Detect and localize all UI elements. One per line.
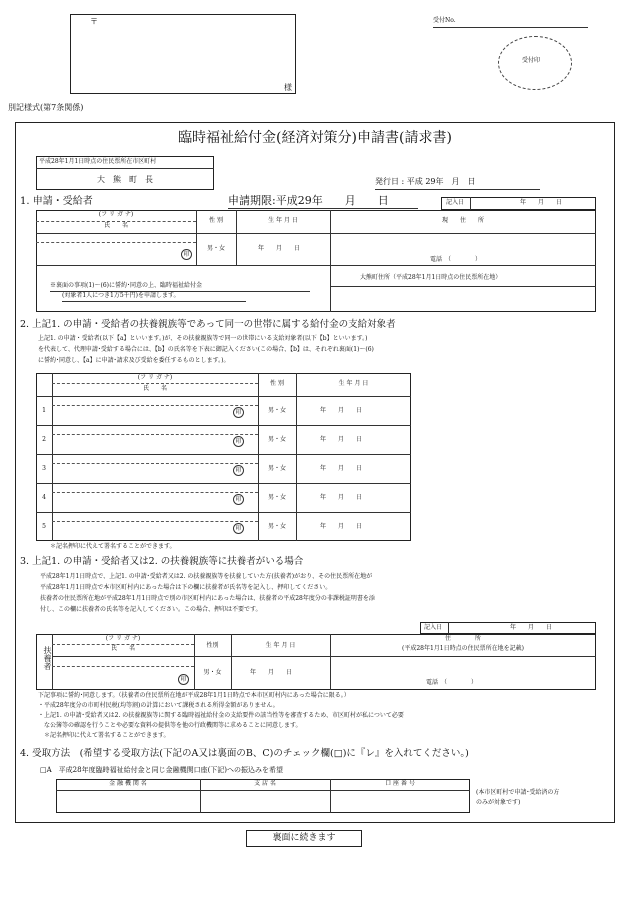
section3-heading: 3. 上記1. の申請・受給者又は2. の扶養親族等に扶養者がいる場合 (20, 556, 304, 567)
reception-stamp-label: 受付印 (522, 57, 541, 64)
sama-label: 様 (284, 83, 292, 92)
s1-phone: 電話 （ ） (430, 256, 482, 263)
section4-note2: のみが対象です) (476, 799, 521, 806)
postal-mark: 〒 (90, 17, 98, 26)
s2-row-line (36, 454, 411, 455)
s2-row-seal-icon: 印 (233, 407, 244, 418)
form-title: 臨時福祉給付金(経済対策分)申請書(請求書) (178, 130, 452, 146)
s2-row-dash (52, 521, 258, 522)
s2-row-birth: 年 月 日 (320, 465, 363, 472)
s1-okuma-caption: 大熊町住所（平成28年1月1日時点の住民票所在地） (360, 274, 502, 281)
s2-row-birth: 年 月 日 (320, 436, 363, 443)
s1-notice-underline2 (62, 301, 246, 302)
address-box (70, 14, 296, 94)
s2-row-dash (52, 405, 258, 406)
section3-entry-date-sep (448, 622, 449, 634)
s2-row-no: 2 (42, 436, 46, 443)
reception-no-line (433, 27, 588, 28)
s2-row-sex: 男・女 (267, 465, 286, 472)
s3-consent1: 下記事項に誓約･同意します。（扶養者の住民票所在地が平成28年1月1日時点で本市区町村内にあった場合に限る。） (38, 692, 350, 699)
section3-entry-date-label: 記入日 (424, 624, 443, 631)
s2-row-sex: 男・女 (267, 523, 286, 530)
s3-birth-value: 年 月 日 (250, 669, 293, 676)
s1-notice-line2: (対象者1人につき1万5千円)を申請します。 (62, 292, 180, 299)
s1-address-label: 現 住 所 (441, 217, 484, 224)
s1-sex-label: 性 別 (209, 217, 223, 224)
section4-heading: 4. 受取方法 (希望する受取方法(下記のA又は裏面のB、C)のチェック欄(□)に『レ』を入れてください。) (20, 748, 469, 759)
addressee-name: 大 熊 町 長 (97, 175, 153, 184)
s2-col1 (258, 373, 259, 541)
bank-name-label: 金 融 機 関 名 (109, 780, 147, 787)
s2-row-dash (52, 463, 258, 464)
s1-header-line (36, 233, 596, 234)
s2-row-sex: 男・女 (267, 494, 286, 501)
s1-row-line (36, 265, 596, 266)
s2-row-seal-icon: 印 (233, 465, 244, 476)
s3-col0 (52, 634, 53, 690)
section2-text1: 上記1. の申請・受給者(以下【a】といいます。)が、その扶養親族等で同一の世帯にいる支給対象者(以下【b】といいます。) (38, 335, 368, 342)
branch-name-label: 支 店 名 (254, 780, 276, 787)
s3-address-label: 住 所 (444, 635, 481, 642)
s2-row-dash (52, 434, 258, 435)
s3-birth-label: 生 年 月 日 (265, 642, 296, 649)
s2-row-dash (52, 492, 258, 493)
s3-header-line (52, 656, 596, 657)
s2-birth-label: 生 年 月 日 (338, 380, 369, 387)
bank-header-line (56, 790, 470, 791)
addressee-caption: 平成28年1月1日時点の住民票所在市区町村 (39, 158, 157, 165)
issue-date: 発行日 : 平成 29年 月 日 (375, 177, 476, 186)
s2-name-label: 氏 名 (142, 385, 167, 392)
section1-deadline: 申請期限:平成29年 月 日 (228, 194, 389, 207)
s1-furigana-label: (フ リ ガ ナ) (98, 211, 134, 218)
s2-col2 (296, 373, 297, 541)
s3-name-label: 氏 名 (110, 645, 135, 652)
s2-row-line (36, 396, 411, 397)
s3-furigana-label: (フ リ ガ ナ) (105, 635, 141, 642)
continue-label: 裏面に続きます (272, 833, 336, 843)
s2-row-no: 5 (42, 523, 46, 530)
section2-text2: を代表して、代理申請･受給する場合には、【b】の氏名等を下表に御記入ください(この場合、【b】は、それぞれ裏面(1)～(6) (38, 346, 374, 353)
s2-row-line (36, 512, 411, 513)
section3-text4: 付し、この欄に扶養者の氏名等を記入してください。この場合、押印は不要です。 (40, 606, 262, 613)
s1-sex-value: 男・女 (206, 245, 225, 252)
s2-row-seal-icon: 印 (233, 523, 244, 534)
s2-row-line (36, 425, 411, 426)
s1-name-label: 氏 名 (103, 222, 128, 229)
s2-furigana-label: (フ リ ガ ナ) (137, 374, 173, 381)
s3-name-dash (52, 666, 194, 667)
section2-heading: 2. 上記1. の申請・受給者の扶養親族等であって同一の世帯に属する給付金の支給対象者 (20, 319, 396, 330)
section3-text3: 扶養者の住民票所在地が平成28年1月1日時点で別の市区町村内にあった場合は、扶養者の平成28年度分の非課税証明書を添 (40, 595, 375, 602)
s2-sex-label: 性 別 (270, 380, 284, 387)
section3-entry-date-value: 年 月 日 (510, 624, 553, 631)
section2-table (36, 373, 411, 541)
s3-seal-icon: 印 (178, 674, 189, 685)
s1-notice-underline1 (50, 291, 310, 292)
s3-footnote: ＊記名押印に代えて署名することができます。 (44, 732, 170, 739)
section3-text2: 平成28年1月1日時点で本市区町村内にあった場合は下の欄に扶養者が氏名等を記入し、押印してください。 (40, 584, 332, 591)
s1-phone-line (330, 286, 596, 287)
s2-row-no: 4 (42, 494, 46, 501)
s3-consent2: ・平成28年度分の市町村民税(均等割)の計算において課税される所得金額がありません。 (38, 702, 279, 709)
section1-entry-date-label: 記入日 (446, 199, 465, 206)
s3-address-sub: (平成28年1月1日時点の住民票所在地を記載) (402, 645, 524, 652)
s1-col3 (330, 210, 331, 312)
s1-seal-icon: 印 (181, 249, 192, 260)
account-number-label: 口 座 番 号 (385, 780, 415, 787)
s2-row-sex: 男・女 (267, 407, 286, 414)
addressee-divider (36, 168, 214, 169)
s3-sex-value: 男・女 (203, 669, 222, 676)
s2-row-seal-icon: 印 (233, 436, 244, 447)
section2-footnote: ＊記名押印に代えて署名することができます。 (50, 543, 176, 550)
s2-col0 (52, 373, 53, 541)
s1-birth-value: 年 月 日 (258, 245, 301, 252)
s1-notice-line1: ※裏面の事項(1)～(6)に誓約･同意の上、臨時福祉給付金 (50, 282, 202, 289)
s2-header-dash (52, 383, 258, 384)
s2-row-no: 1 (42, 407, 46, 414)
s1-name-dash (36, 242, 196, 243)
section2-text3: に誓約･同意し、【a】に申請･請求及び受給を委任するものとします。)。 (38, 357, 230, 364)
s1-birth-label: 生 年 月 日 (268, 217, 298, 224)
s3-consent4: な公簿等の確認を行うことや必要な資料の提供等を他の行政機関等に求めることに同意します。 (44, 722, 302, 729)
issue-date-underline (375, 189, 540, 190)
section3-entry-date-box (420, 622, 596, 634)
section1-entry-date-value: 年 月 日 (520, 199, 563, 206)
s3-side-label: 扶養者 (43, 646, 52, 670)
s3-sex-label: 性別 (206, 642, 219, 649)
section1-entry-date-sep (470, 197, 471, 210)
s2-row-birth: 年 月 日 (320, 494, 363, 501)
s2-row-sex: 男・女 (267, 436, 286, 443)
section1-entry-date-box (441, 197, 596, 210)
s3-col3 (330, 634, 331, 690)
section3-text1: 平成28年1月1日時点で、上記1. の申請･受給者又は2. の扶養親族等を扶養していた方(扶養者)がおり、その住民票所在地が (40, 573, 373, 580)
section4-note1: (本市区町村で申請･受給済の方 (476, 789, 560, 796)
s2-row-birth: 年 月 日 (320, 523, 363, 530)
s2-row-no: 3 (42, 465, 46, 472)
s2-row-seal-icon: 印 (233, 494, 244, 505)
form-label: 別記様式(第7条関係) (8, 103, 84, 112)
section1-heading: 1. 申請・受給者 (20, 196, 93, 207)
s2-row-birth: 年 月 日 (320, 407, 363, 414)
reception-no-label: 受付No. (433, 17, 456, 24)
s3-phone: 電話 （ ） (426, 679, 478, 686)
section4-option-a[interactable]: □A 平成28年度臨時福祉給付金と同じ金融機関口座(下記)への振込みを希望 (40, 766, 284, 774)
s3-consent3: ・上記1. の申請･受給者又は2. の扶養親族等に関する臨時福祉給付金の支給要件の該当性等を審査するため、市区町村が私について必要 (38, 712, 404, 719)
deadline-underline (228, 208, 418, 209)
s2-row-line (36, 483, 411, 484)
